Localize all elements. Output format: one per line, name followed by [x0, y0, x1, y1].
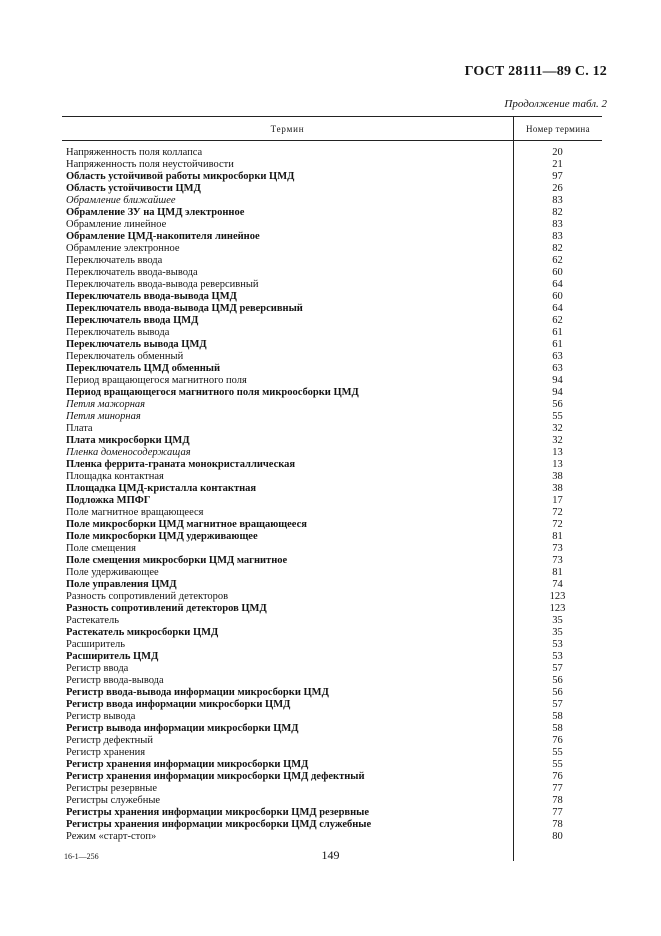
term-number-cell: 83	[552, 195, 563, 206]
page-number: 149	[321, 848, 340, 862]
term-number-cell: 53	[552, 639, 563, 650]
term-cell: Поле смещения микросборки ЦМД магнитное	[66, 555, 288, 566]
term-cell: Режим «старт-стоп»	[66, 831, 157, 842]
term-cell: Регистр ввода-вывода информации микросборки ЦМД	[66, 687, 329, 698]
term-cell: Плата	[66, 423, 93, 434]
table-row	[62, 447, 602, 459]
term-cell: Регистр вывода информации микросборки ЦМД	[66, 723, 299, 734]
term-cell: Период вращающегося магнитного поля	[66, 375, 247, 386]
table-row	[62, 723, 602, 735]
term-number-cell: 81	[552, 567, 563, 578]
term-number-cell: 20	[552, 147, 563, 158]
term-cell: Обрамление ЦМД-накопителя линейное	[66, 231, 260, 242]
term-cell: Разность сопротивлений детекторов	[66, 591, 229, 602]
table-row	[62, 147, 602, 159]
term-number-cell: 35	[552, 615, 563, 626]
table-body	[62, 141, 602, 843]
column-header-number: Номер термина	[525, 123, 591, 134]
term-number-cell: 62	[552, 315, 563, 326]
term-number-cell: 58	[552, 723, 563, 734]
table-row	[62, 411, 602, 423]
term-cell: Переключатель ввода-вывода реверсивный	[66, 279, 259, 290]
term-number-cell: 55	[552, 747, 563, 758]
table-row	[62, 663, 602, 675]
table-row	[62, 807, 602, 819]
term-cell: Период вращающегося магнитного поля микроосборки ЦМД	[66, 387, 359, 398]
table-row	[62, 687, 602, 699]
term-number-cell: 38	[552, 471, 563, 482]
term-cell: Поле магнитное вращающееся	[66, 507, 204, 518]
term-number-cell: 63	[552, 363, 563, 374]
term-cell: Переключатель вывода	[66, 327, 170, 338]
table-row	[62, 555, 602, 567]
term-cell: Поле микросборки ЦМД удерживающее	[66, 531, 258, 542]
term-cell: Расширитель	[66, 639, 126, 650]
term-cell: Регистр ввода информации микросборки ЦМД	[66, 699, 291, 710]
term-number-cell: 21	[552, 159, 563, 170]
term-number-cell: 78	[552, 795, 563, 806]
table-row	[62, 579, 602, 591]
document-header: ГОСТ 28111—89 С. 12	[464, 64, 607, 79]
term-cell: Расширитель ЦМД	[66, 651, 159, 662]
term-cell: Пленка доменосодержащая	[66, 447, 191, 458]
term-cell: Подложка МПФГ	[66, 495, 151, 506]
term-number-cell: 56	[552, 675, 563, 686]
table-row	[62, 759, 602, 771]
term-number-cell: 58	[552, 711, 563, 722]
table-row	[62, 279, 602, 291]
table-row	[62, 615, 602, 627]
print-code: 16-1—256	[64, 852, 99, 861]
term-number-cell: 94	[552, 387, 563, 398]
table-row	[62, 507, 602, 519]
term-cell: Растекатель микросборки ЦМД	[66, 627, 219, 638]
term-number-cell: 73	[552, 555, 563, 566]
term-cell: Пленка феррита-граната монокристаллическая	[66, 459, 296, 470]
table-row	[62, 591, 602, 603]
term-number-cell: 17	[552, 495, 563, 506]
term-cell: Регистр вывода	[66, 711, 136, 722]
terms-table	[62, 116, 602, 843]
term-number-cell: 72	[552, 519, 563, 530]
table-row	[62, 783, 602, 795]
term-number-cell: 56	[552, 687, 563, 698]
term-number-cell: 64	[552, 279, 563, 290]
term-cell: Переключатель обменный	[66, 351, 184, 362]
table-row	[62, 315, 602, 327]
table-row	[62, 651, 602, 663]
term-number-cell: 60	[552, 267, 563, 278]
table-row	[62, 327, 602, 339]
term-number-cell: 123	[549, 603, 566, 614]
table-row	[62, 387, 602, 399]
term-cell: Напряженность поля коллапса	[66, 147, 203, 158]
table-row	[62, 219, 602, 231]
table-row	[62, 711, 602, 723]
term-cell: Разность сопротивлений детекторов ЦМД	[66, 603, 267, 614]
term-number-cell: 32	[552, 435, 563, 446]
term-number-cell: 13	[552, 459, 563, 470]
term-cell: Регистры хранения информации микросборки ЦМД служебные	[66, 819, 372, 830]
term-cell: Обрамление ЗУ на ЦМД электронное	[66, 207, 245, 218]
table-row	[62, 399, 602, 411]
term-cell: Область устойчивой работы микросборки ЦМД	[66, 171, 295, 182]
table-header	[62, 116, 602, 141]
table-row	[62, 291, 602, 303]
table-row	[62, 495, 602, 507]
term-cell: Регистр дефектный	[66, 735, 153, 746]
term-number-cell: 94	[552, 375, 563, 386]
term-cell: Регистры служебные	[66, 795, 161, 806]
term-number-cell: 77	[552, 807, 563, 818]
term-cell: Площадка контактная	[66, 471, 164, 482]
term-cell: Переключатель ввода	[66, 255, 163, 266]
term-cell: Петля минорная	[66, 411, 141, 422]
term-cell: Площадка ЦМД-кристалла контактная	[66, 483, 257, 494]
term-number-cell: 81	[552, 531, 563, 542]
term-number-cell: 57	[552, 699, 563, 710]
term-number-cell: 62	[552, 255, 563, 266]
table-row	[62, 627, 602, 639]
term-cell: Плата микросборки ЦМД	[66, 435, 190, 446]
table-row	[62, 339, 602, 351]
term-number-cell: 53	[552, 651, 563, 662]
term-cell: Регистр хранения информации микросборки ЦМД	[66, 759, 309, 770]
table-row	[62, 351, 602, 363]
table-continuation-label: Продолжение табл. 2	[504, 98, 607, 110]
table-row	[62, 267, 602, 279]
term-cell: Переключатель ввода-вывода	[66, 267, 198, 278]
table-row	[62, 459, 602, 471]
term-number-cell: 63	[552, 351, 563, 362]
term-number-cell: 26	[552, 183, 563, 194]
term-cell: Регистры хранения информации микросборки ЦМД резервные	[66, 807, 369, 818]
table-row	[62, 423, 602, 435]
term-number-cell: 57	[552, 663, 563, 674]
term-number-cell: 83	[552, 219, 563, 230]
term-cell: Переключатель ЦМД обменный	[66, 363, 221, 374]
term-number-cell: 13	[552, 447, 563, 458]
term-cell: Обрамление электронное	[66, 243, 180, 254]
table-row	[62, 195, 602, 207]
term-number-cell: 74	[552, 579, 563, 590]
table-row	[62, 255, 602, 267]
term-number-cell: 77	[552, 783, 563, 794]
table-row	[62, 243, 602, 255]
term-number-cell: 82	[552, 243, 563, 254]
table-row	[62, 639, 602, 651]
term-cell: Обрамление линейное	[66, 219, 167, 230]
table-row	[62, 531, 602, 543]
table-row	[62, 159, 602, 171]
term-number-cell: 61	[552, 327, 563, 338]
table-row	[62, 675, 602, 687]
term-cell: Регистр хранения	[66, 747, 146, 758]
table-row	[62, 207, 602, 219]
term-number-cell: 76	[552, 735, 563, 746]
table-row	[62, 171, 602, 183]
term-cell: Поле смещения	[66, 543, 136, 554]
table-row	[62, 231, 602, 243]
term-cell: Переключатель ввода-вывода ЦМД	[66, 291, 237, 302]
table-row	[62, 771, 602, 783]
term-number-cell: 64	[552, 303, 563, 314]
table-row	[62, 303, 602, 315]
term-cell: Поле управления ЦМД	[66, 579, 177, 590]
term-cell: Поле удерживающее	[66, 567, 159, 578]
table-row	[62, 699, 602, 711]
term-cell: Переключатель вывода ЦМД	[66, 339, 207, 350]
table-row	[62, 483, 602, 495]
table-row	[62, 375, 602, 387]
term-cell: Регистр ввода	[66, 663, 129, 674]
term-cell: Обрамление ближайшее	[66, 195, 176, 206]
table-row	[62, 567, 602, 579]
term-number-cell: 55	[552, 411, 563, 422]
table-row	[62, 363, 602, 375]
column-header-term: Термин	[62, 117, 514, 140]
term-number-cell: 83	[552, 231, 563, 242]
term-cell: Растекатель	[66, 615, 120, 626]
term-cell: Переключатель ввода-вывода ЦМД реверсивный	[66, 303, 303, 314]
term-cell: Регистр хранения информации микросборки ЦМД дефектный	[66, 771, 365, 782]
table-row	[62, 819, 602, 831]
table-row	[62, 543, 602, 555]
table-row	[62, 471, 602, 483]
term-number-cell: 72	[552, 507, 563, 518]
term-number-cell: 56	[552, 399, 563, 410]
term-cell: Область устойчивости ЦМД	[66, 183, 201, 194]
term-cell: Регистр ввода-вывода	[66, 675, 164, 686]
table-row	[62, 435, 602, 447]
term-number-cell: 61	[552, 339, 563, 350]
term-number-cell: 55	[552, 759, 563, 770]
table-row	[62, 603, 602, 615]
table-row	[62, 735, 602, 747]
term-number-cell: 97	[552, 171, 563, 182]
table-row	[62, 795, 602, 807]
term-number-cell: 80	[552, 831, 563, 842]
table-row	[62, 747, 602, 759]
table-row	[62, 519, 602, 531]
term-number-cell: 123	[549, 591, 566, 602]
term-number-cell: 38	[552, 483, 563, 494]
term-number-cell: 76	[552, 771, 563, 782]
term-cell: Переключатель ввода ЦМД	[66, 315, 199, 326]
term-number-cell: 82	[552, 207, 563, 218]
term-cell: Поле микросборки ЦМД магнитное вращающееся	[66, 519, 307, 530]
term-cell: Напряженность поля неустойчивости	[66, 159, 234, 170]
term-number-cell: 32	[552, 423, 563, 434]
term-number-cell: 78	[552, 819, 563, 830]
term-number-cell: 60	[552, 291, 563, 302]
term-cell: Петля мажорная	[66, 399, 146, 410]
table-row	[62, 831, 602, 843]
term-number-cell: 73	[552, 543, 563, 554]
term-cell: Регистры резервные	[66, 783, 157, 794]
table-row	[62, 183, 602, 195]
term-number-cell: 35	[552, 627, 563, 638]
